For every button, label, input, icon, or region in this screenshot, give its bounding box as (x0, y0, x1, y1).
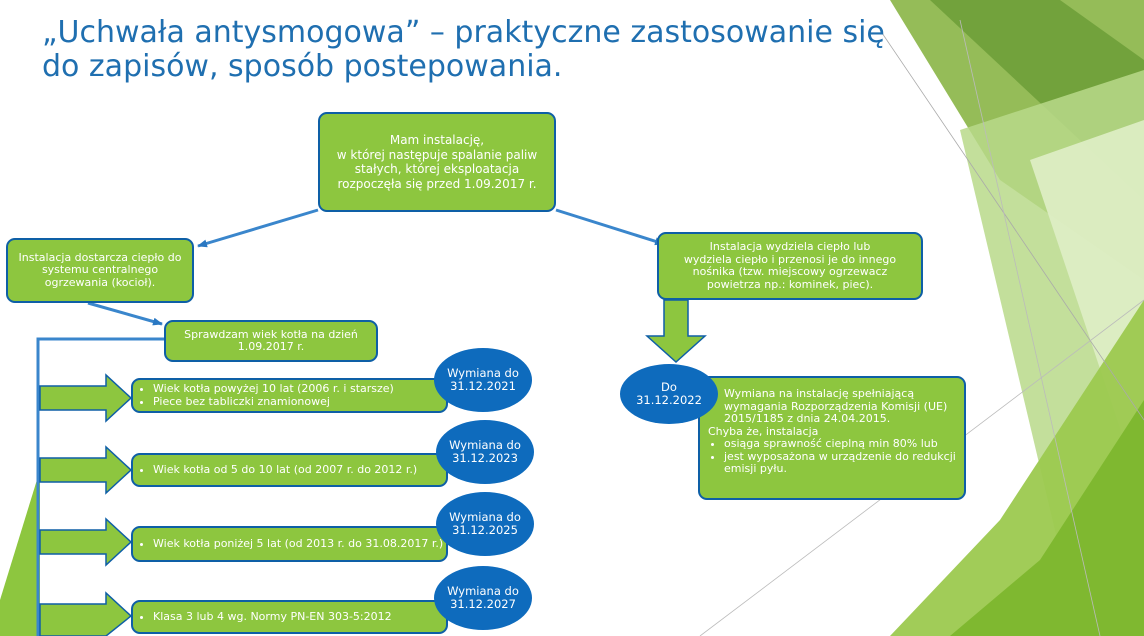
deadline-4-date: 31.12.2027 (450, 597, 516, 611)
deadline-1-label: Wymiana do (447, 366, 519, 380)
deadline-2-label: Wymiana do (449, 438, 521, 452)
branch-1-item-2: • Piece bez tabliczki znamionowej (153, 396, 394, 409)
branch-arrow-3 (40, 519, 131, 565)
central-heating-box (6, 238, 194, 303)
boiler-age-line-1: Sprawdzam wiek kotła na dzień (184, 327, 358, 341)
boiler-age-check-box (164, 320, 378, 362)
deadline-circle-2 (436, 420, 534, 484)
deadline-4-label: Wymiana do (447, 584, 519, 598)
start-line-4: rozpoczęła się przed 1.09.2017 r. (337, 176, 537, 191)
branch-box-2 (131, 453, 448, 487)
local-heater-line-2: wydziela ciepło i przenosi je do innego (683, 252, 897, 266)
deadline-circle-3 (436, 492, 534, 556)
central-heating-line-2: systemu centralnego (41, 263, 159, 277)
replacement-detail-box (698, 376, 966, 500)
deadline-3-label: Wymiana do (449, 510, 521, 524)
branch-arrow-4 (40, 593, 131, 636)
arrow-to-left-box (198, 210, 318, 246)
branch-2-item-1: • Wiek kotła od 5 do 10 lat (od 2007 r. do 2012 r.) (153, 464, 417, 477)
right-deadline-circle (620, 364, 718, 424)
branch-3-item-1: • Wiek kotła poniżej 5 lat (od 2013 r. do 31.08.2017 r.) (153, 538, 443, 551)
branch-arrow-1 (40, 375, 131, 421)
branch-1-item-1: • Wiek kotła powyżej 10 lat (2006 r. i starsze) (153, 383, 394, 396)
deadline-3-date: 31.12.2025 (452, 523, 518, 537)
detail-item-1: • Wymiana na instalację spełniającą wymagania Rozporządzenia Komisji (UE) 2015/1185 z dnia 24.04.2015. (724, 388, 956, 426)
deadline-1-date: 31.12.2021 (450, 379, 516, 393)
detail-item-3: • jest wyposażona w urządzenie do redukcji emisji pyłu. (724, 451, 956, 476)
down-arrow-right (647, 300, 705, 362)
installation-start-box (318, 112, 556, 212)
central-heating-line-3: ogrzewania (kocioł). (44, 275, 156, 289)
detail-item-2: • osiąga sprawność cieplną min 80% lub (724, 438, 956, 451)
start-line-3: stałych, której eksploatacja (354, 162, 520, 176)
branch-box-1 (131, 378, 448, 413)
central-heating-line-1: Instalacja dostarcza ciepło do (18, 250, 182, 264)
branch-arrow-2 (40, 447, 131, 493)
local-heater-box (657, 232, 923, 300)
page-title: „Uchwała antysmogowa” – praktyczne zastosowanie się do zapisów, sposób postepowania. (42, 15, 885, 84)
branch-4-item-1: • Klasa 3 lub 4 wg. Normy PN-EN 303-5:2012 (153, 611, 392, 624)
deadline-2-date: 31.12.2023 (452, 451, 518, 465)
local-heater-line-1: Instalacja wydziela ciepło lub (709, 240, 871, 253)
branch-box-4 (131, 600, 448, 634)
local-heater-line-4: powietrza np.: kominek, piec). (706, 277, 874, 291)
arrow-to-right-box (556, 210, 664, 244)
arrow-to-check-box (88, 303, 162, 324)
start-line-1: Mam instalację, (389, 133, 485, 147)
deadline-circle-4 (434, 566, 532, 630)
deadline-circle-1 (434, 348, 532, 412)
branch-box-3 (131, 526, 448, 562)
right-deadline-date: 31.12.2022 (636, 393, 702, 407)
right-deadline-label: Do (661, 380, 677, 394)
start-line-2: w której następuje spalanie paliw (336, 147, 538, 162)
local-heater-line-3: nośnika (tzw. miejscowy ogrzewacz (692, 265, 888, 278)
detail-mid-text: Chyba że, instalacja (708, 424, 819, 438)
boiler-age-line-2: 1.09.2017 r. (237, 340, 305, 353)
